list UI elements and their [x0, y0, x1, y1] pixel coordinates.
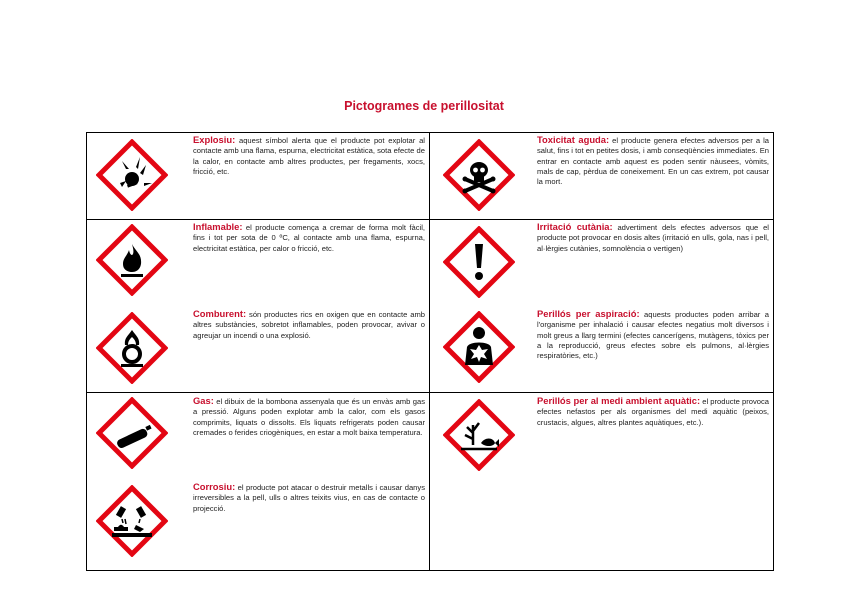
hazard-aspiration-text: Perillós per aspiració: aquests productes poden arribar a l'organisme per inhalació i causar efectes negatius molt diversos i molt greus a llarg termini (efectes cancerígens, mutàgens, tòxics per a la reproducció, greus efectes sobre els pulmons, al·lèrgies respiratòries, etc.): [537, 308, 769, 361]
row-divider: [86, 219, 774, 220]
flame-icon: [96, 224, 168, 296]
hazard-oxidising-text: Comburent: són productes rics en oxigen que en contacte amb altres substàncies, sobretot inflamables, poden provocar, avivar o agreujar un incendi o una explosió.: [193, 308, 425, 340]
flame-over-circle-icon: [96, 312, 168, 384]
skull-crossbones-icon: [443, 139, 515, 211]
row-divider: [86, 392, 774, 393]
gas-cylinder-icon: [96, 397, 168, 469]
exploding-bomb-icon: [96, 139, 168, 211]
hazard-acute-toxicity-text: Toxicitat aguda: el producte genera efectes adversos per a la salut, fins i tot en petites dosis, i amb conseqüències immediates. En entrar en contacte amb aquest es poden sentir nàusees, vòmits, mals de cap, pèrdua de coneixement. En un cas extrem, pot causar la mort.: [537, 134, 769, 187]
hazard-name: Corrosiu:: [193, 481, 236, 492]
column-divider: [429, 132, 430, 571]
exclamation-mark-icon: [443, 226, 515, 298]
hazard-name: Inflamable:: [193, 221, 243, 232]
page-title: Pictogrames de perillositat: [344, 99, 504, 113]
hazard-aquatic-environment-text: Perillós per al medi ambient aquàtic: el producte provoca efectes nefastos per als organismes del medi aquàtic (peixos, crustacis, algues, altres plantes aquàtiques, etc.).: [537, 395, 769, 427]
hazard-irritant-text: Irritació cutània: advertiment dels efectes adversos que el producte pot provocar en dosis altes (irritació en ulls, gola, nas i pell, al·lèrgies cutànies, somnolència o vertigen): [537, 221, 769, 253]
hazard-name: Explosiu:: [193, 134, 236, 145]
hazard-corrosive-text: Corrosiu: el producte pot atacar o destruir metalls i causar danys irreversibles a la pell, ulls o altres teixits vius, en cas de contacte o projecció.: [193, 481, 425, 513]
hazard-name: Toxicitat aguda:: [537, 134, 610, 145]
hazard-name: Gas:: [193, 395, 214, 406]
hazard-name: Perillós per aspiració:: [537, 308, 640, 319]
corrosion-icon: [96, 485, 168, 557]
hazard-name: Irritació cutània:: [537, 221, 613, 232]
hazard-name: Perillós per al medi ambient aquàtic:: [537, 395, 701, 406]
health-hazard-icon: [443, 311, 515, 383]
hazard-explosive-text: Explosiu: aquest símbol alerta que el producte pot explotar al contacte amb una flama, espurna, electricitat estàtica, sota efecte de la calor, en contacte amb altres productes, per fregaments, xocs, fricció, etc.: [193, 134, 425, 176]
environment-icon: [443, 399, 515, 471]
hazard-name: Comburent:: [193, 308, 247, 319]
hazard-gas-text: Gas: el dibuix de la bombona assenyala que és un envàs amb gas a pressió. Alguns poden explotar amb la calor, com els gasos comprimits, liquats o dissolts. Els liquats refrigerats poden causar cremades o ferides criogèniques, en estar a molt baixa temperatura.: [193, 395, 425, 437]
hazard-flammable-text: Inflamable: el producte comença a cremar de forma molt fàcil, fins i tot per sota de 0 ºC, al contacte amb una flama, espurna, electricitat estàtica, per calor o fricció, etc.: [193, 221, 425, 253]
